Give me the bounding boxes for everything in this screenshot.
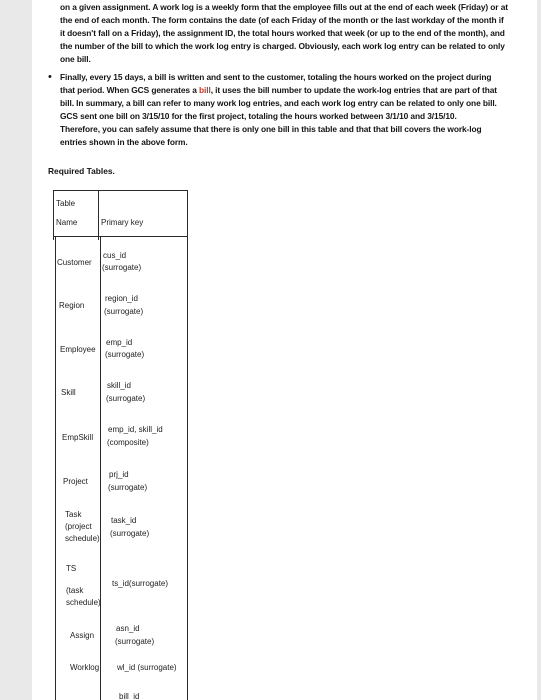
table-pk-cell: emp_id	[106, 338, 133, 347]
table-pk-cell: bill_id	[119, 692, 140, 700]
table-border-right	[187, 190, 188, 700]
table-name-cell: Skill	[61, 388, 76, 397]
text-line: entries shown in the above form.	[60, 137, 188, 147]
table-header-name: Name	[56, 218, 78, 227]
table-pk-cell: ts_id(surrogate)	[112, 579, 169, 588]
text-line: it doesn't fall on a Friday), the assignment ID, the total hours worked that week (or up to the end of the month), and	[60, 28, 505, 38]
required-tables-heading: Required Tables.	[48, 166, 115, 176]
table-pk-cell: task_id	[111, 516, 137, 525]
table-name-cell: Project	[63, 477, 88, 486]
table-pk-cell: (surrogate)	[105, 350, 145, 359]
table-name-cell: EmpSkill	[62, 433, 94, 442]
table-name-cell: Worklog	[70, 663, 100, 672]
document-page	[32, 0, 537, 700]
text-line: Therefore, you can safely assume that there is only one bill in this table and that that bill covers the work-log	[60, 124, 482, 134]
table-border-top	[53, 190, 187, 191]
table-header-rule	[53, 236, 187, 237]
text-line: the end of each month. The form contains the date (of each Friday of the month or the last workday of the month if	[60, 15, 504, 25]
table-pk-cell: wl_id (surrogate)	[117, 663, 177, 672]
table-name-cell: Employee	[60, 345, 96, 354]
table-pk-cell: emp_id, skill_id	[108, 425, 163, 434]
text-line: the number of the bill to which the work log entry is charged. Obviously, each work log entry can be related to only	[60, 41, 505, 51]
table-name-cell: Customer	[57, 258, 92, 267]
table-name-cell: (task	[66, 586, 84, 595]
table-pk-cell: region_id	[105, 294, 138, 303]
table-header-primary-key: Primary key	[101, 218, 144, 227]
table-pk-cell: (surrogate)	[106, 394, 146, 403]
highlighted-word: bill	[199, 85, 211, 95]
table-pk-cell: skill_id	[107, 381, 132, 390]
table-header-table: Table	[56, 199, 76, 208]
table-pk-cell: (surrogate)	[102, 263, 142, 272]
table-pk-cell: cus_id	[103, 251, 127, 260]
table-pk-cell: (surrogate)	[108, 483, 148, 492]
table-border-left-inner	[55, 236, 56, 700]
table-name-cell: (project	[65, 522, 92, 531]
table-name-cell: Region	[59, 301, 85, 310]
table-pk-cell: prj_id	[109, 470, 129, 479]
table-pk-cell: (surrogate)	[115, 637, 155, 646]
text-line: one bill.	[60, 54, 91, 64]
table-pk-cell: (surrogate)	[110, 529, 150, 538]
text-line: Finally, every 15 days, a bill is written and sent to the customer, totaling the hours worked on the project during	[60, 72, 492, 82]
table-column-divider	[98, 190, 99, 240]
text-line: GCS sent one bill on 3/15/10 for the first project, totaling the hours worked between 3/1/10 and 3/15/10.	[60, 111, 457, 121]
table-name-cell: Task	[65, 510, 82, 519]
table-pk-cell: (composite)	[107, 438, 149, 447]
table-border-left	[53, 190, 54, 240]
table-column-divider-lower	[100, 236, 101, 700]
text-line: that period. When GCS generates a bill, it uses the bill number to update the work-log entries that are part of that	[60, 85, 497, 95]
bullet-icon: •	[48, 71, 52, 83]
text-line: on a given assignment. A work log is a weekly form that the employee fills out at the end of each week (Friday) or at	[60, 2, 508, 12]
table-name-cell: schedule)	[65, 534, 100, 543]
table-pk-cell: asn_id	[116, 624, 140, 633]
table-pk-cell: (surrogate)	[104, 307, 144, 316]
table-name-cell: Assign	[70, 631, 95, 640]
text-line: bill. In summary, a bill can refer to many work log entries, and each work log entry can be related to only one bill.	[60, 98, 497, 108]
table-name-cell: schedule)	[66, 598, 101, 607]
table-name-cell: TS	[66, 564, 77, 573]
